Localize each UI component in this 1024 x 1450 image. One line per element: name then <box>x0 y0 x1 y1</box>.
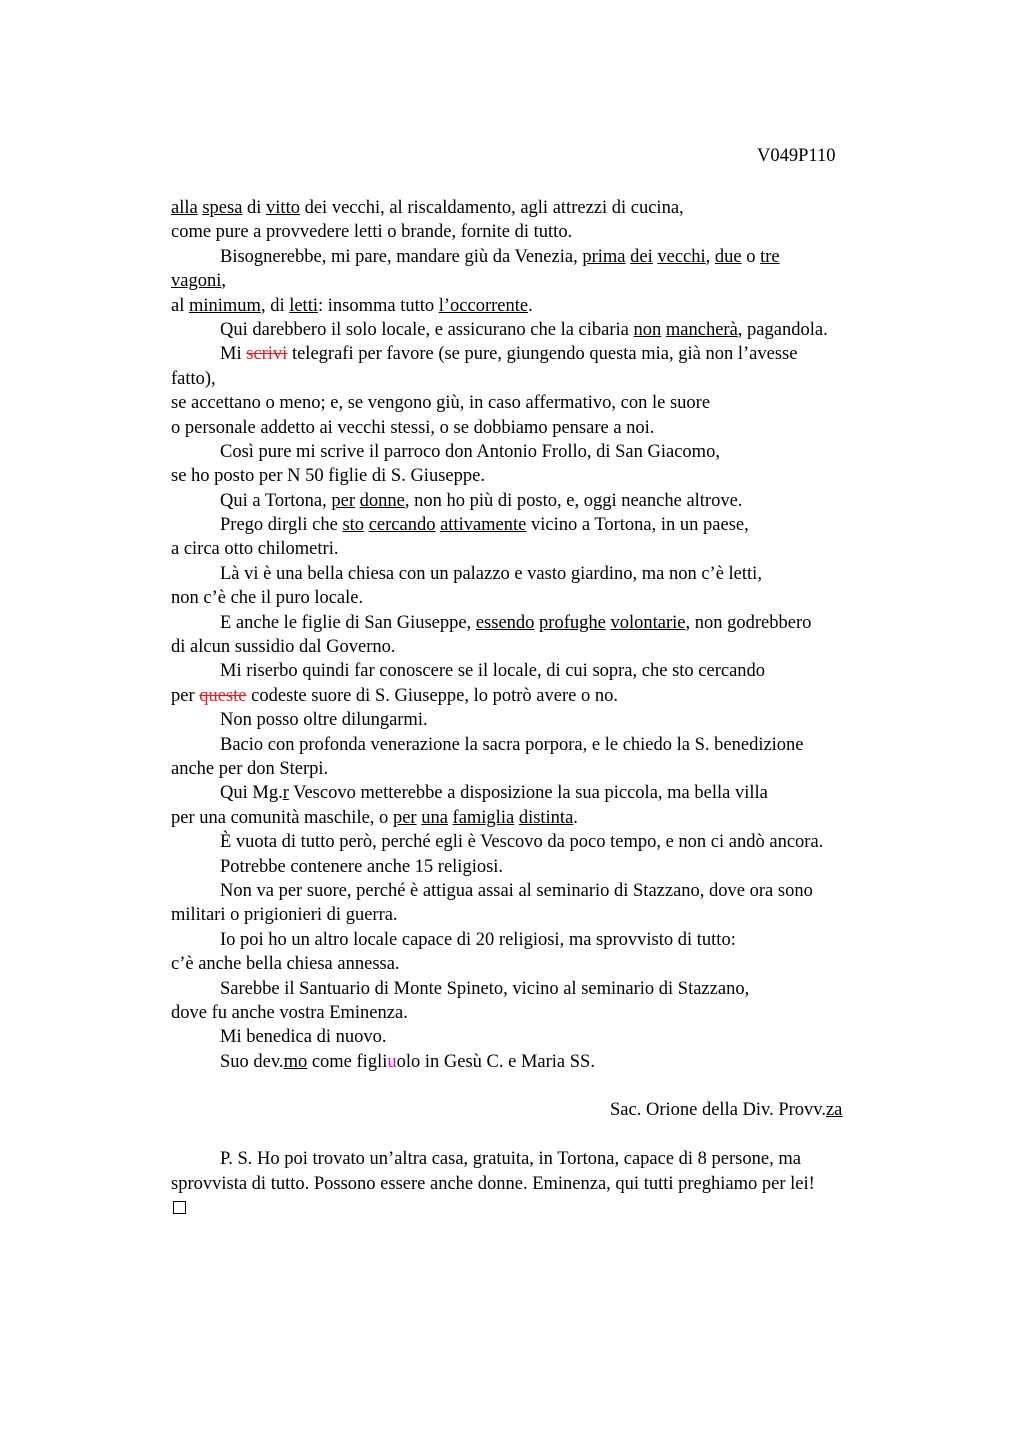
text-line: Io poi ho un altro locale capace di 20 religiosi, ma sprovvisto di tutto: <box>220 929 736 950</box>
text-line: Qui darebbero il solo locale, e assicurano che la cibaria non mancherà, pagandola. <box>220 319 828 340</box>
postscript-line: sprovvista di tutto. Possono essere anche donne. Eminenza, qui tutti preghiamo per lei! <box>171 1173 815 1194</box>
text-line: Bisognerebbe, mi pare, mandare giù da Venezia, prima dei vecchi, due o tre <box>220 246 780 267</box>
inserted-letter: u <box>387 1051 397 1072</box>
text-line: Prego dirgli che sto cercando attivamente vicino a Tortona, in un paese, <box>220 515 749 536</box>
text-line: non c’è che il puro locale. <box>171 588 364 609</box>
text-line: se accettano o meno; e, se vengono giù, in caso affermativo, con le suore <box>171 393 711 414</box>
text-line: Non posso oltre dilungarmi. <box>220 710 428 731</box>
text-line: dove fu anche vostra Eminenza. <box>171 1002 408 1023</box>
text-line: al minimum, di letti: insomma tutto l’occorrente. <box>171 295 533 316</box>
text-line: Potrebbe contenere anche 15 religiosi. <box>220 856 504 877</box>
text-line: per una comunità maschile, o per una famiglia distinta. <box>171 807 578 828</box>
text-line: per queste codeste suore di S. Giuseppe, lo potrò avere o no. <box>171 685 618 706</box>
end-marker <box>171 1196 911 1220</box>
text-line: Qui a Tortona, per donne, non ho più di posto, e, oggi neanche altrove. <box>220 490 743 511</box>
checkbox-empty-icon <box>173 1201 186 1214</box>
text-line: a circa otto chilometri. <box>171 539 339 560</box>
text-line: È vuota di tutto però, perché egli è Vescovo da poco tempo, e non ci andò ancora. <box>220 832 824 853</box>
text-line: militari o prigionieri di guerra. <box>171 905 398 926</box>
text-line: Mi benedica di nuovo. <box>220 1027 387 1048</box>
page-id: V049P110 <box>757 146 836 166</box>
blank-line <box>171 1123 911 1147</box>
text-line: c’è anche bella chiesa annessa. <box>171 954 400 975</box>
deleted-word: scrivi <box>246 344 288 365</box>
text-line: Così pure mi scrive il parroco don Antonio Frollo, di San Giacomo, <box>220 441 720 462</box>
text-line: Non va per suore, perché è attigua assai al seminario di Stazzano, dove ora sono <box>220 880 813 901</box>
text-line: E anche le figlie di San Giuseppe, essendo profughe volontarie, non godrebbero <box>220 612 812 633</box>
signature: Sac. Orione della Div. Provv.za <box>610 1100 843 1121</box>
text-line: di alcun sussidio dal Governo. <box>171 637 396 658</box>
text-line: vagoni, <box>171 271 226 292</box>
text-line: o personale addetto ai vecchi stessi, o se dobbiamo pensare a noi. <box>171 417 655 438</box>
text-line: alla spesa di vitto dei vecchi, al riscaldamento, agli attrezzi di cucina, <box>171 198 684 218</box>
text-line: fatto), <box>171 368 216 389</box>
text-line: Mi riserbo quindi far conoscere se il locale, di cui sopra, che sto cercando <box>220 661 766 682</box>
deleted-word: queste <box>199 685 247 706</box>
text-line: come pure a provvedere letti o brande, fornite di tutto. <box>171 222 573 243</box>
text-line: Sarebbe il Santuario di Monte Spineto, vicino al seminario di Stazzano, <box>220 978 750 999</box>
text-line: se ho posto per N 50 figlie di S. Giuseppe. <box>171 466 485 487</box>
text-line: Bacio con profonda venerazione la sacra porpora, e le chiedo la S. benedizione <box>220 734 804 755</box>
text-line: anche per don Sterpi. <box>171 758 329 779</box>
postscript-line: P. S. Ho poi trovato un’altra casa, gratuita, in Tortona, capace di 8 persone, ma <box>220 1149 801 1170</box>
text-line: Suo dev.mo come figliuolo in Gesù C. e Maria SS. <box>220 1051 595 1072</box>
text-line: Là vi è una bella chiesa con un palazzo e vasto giardino, ma non c’è letti, <box>220 563 762 584</box>
text-line: Qui Mg.r Vescovo metterebbe a disposizione la sua piccola, ma bella villa <box>220 783 768 804</box>
letter-body <box>171 196 911 1220</box>
text-line: Mi scrivi telegrafi per favore (se pure, giungendo questa mia, già non l’avesse <box>220 344 798 365</box>
blank-line <box>171 1074 911 1098</box>
